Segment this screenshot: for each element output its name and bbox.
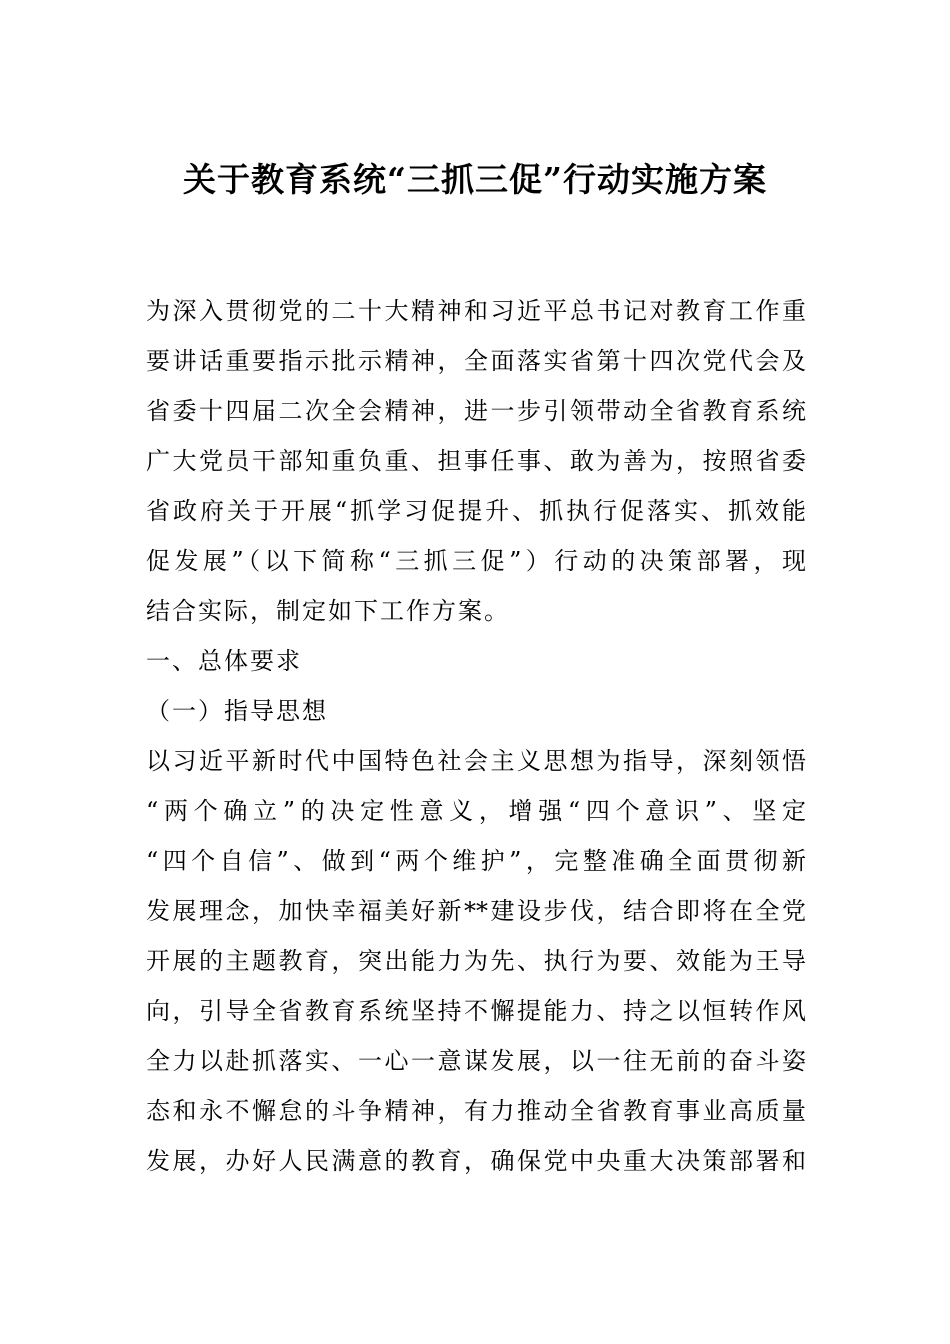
body-line: 广大党员干部知重负重、担事任事、敢为善为，按照省委	[146, 447, 806, 475]
body-line: 为深入贯彻党的二十大精神和习近平总书记对教育工作重	[146, 297, 806, 325]
body-line: 以习近平新时代中国特色社会主义思想为指导，深刻领悟	[146, 747, 806, 775]
body-line: 要讲话重要指示批示精神，全面落实省第十四次党代会及	[146, 347, 806, 375]
document-title: 关于教育系统“三抓三促”行动实施方案	[183, 160, 767, 199]
body-line: 结合实际，制定如下工作方案。	[146, 597, 510, 625]
body-line: 发展，办好人民满意的教育，确保党中央重大决策部署和	[146, 1147, 806, 1175]
body-line: “两个确立”的决定性意义，增强“四个意识”、坚定	[146, 797, 806, 825]
body-line: 态和永不懈怠的斗争精神，有力推动全省教育事业高质量	[146, 1097, 806, 1125]
subsection-heading: （一）指导思想	[146, 697, 328, 725]
body-line: 向，引导全省教育系统坚持不懈提能力、持之以恒转作风	[146, 997, 806, 1025]
body-line: 省委十四届二次全会精神，进一步引领带动全省教育系统	[146, 397, 806, 425]
body-line: 开展的主题教育，突出能力为先、执行为要、效能为王导	[146, 947, 806, 975]
section-heading: 一、总体要求	[146, 647, 302, 675]
document-body	[146, 286, 806, 1186]
body-line: 促发展”（以下简称“三抓三促”）行动的决策部署，现	[146, 547, 806, 575]
body-line: 省政府关于开展“抓学习促提升、抓执行促落实、抓效能	[146, 497, 806, 525]
body-line: 发展理念，加快幸福美好新**建设步伐，结合即将在全党	[146, 897, 806, 925]
body-line: 全力以赴抓落实、一心一意谋发展，以一往无前的奋斗姿	[146, 1047, 806, 1075]
body-line: “四个自信”、做到“两个维护”，完整准确全面贯彻新	[146, 847, 806, 875]
